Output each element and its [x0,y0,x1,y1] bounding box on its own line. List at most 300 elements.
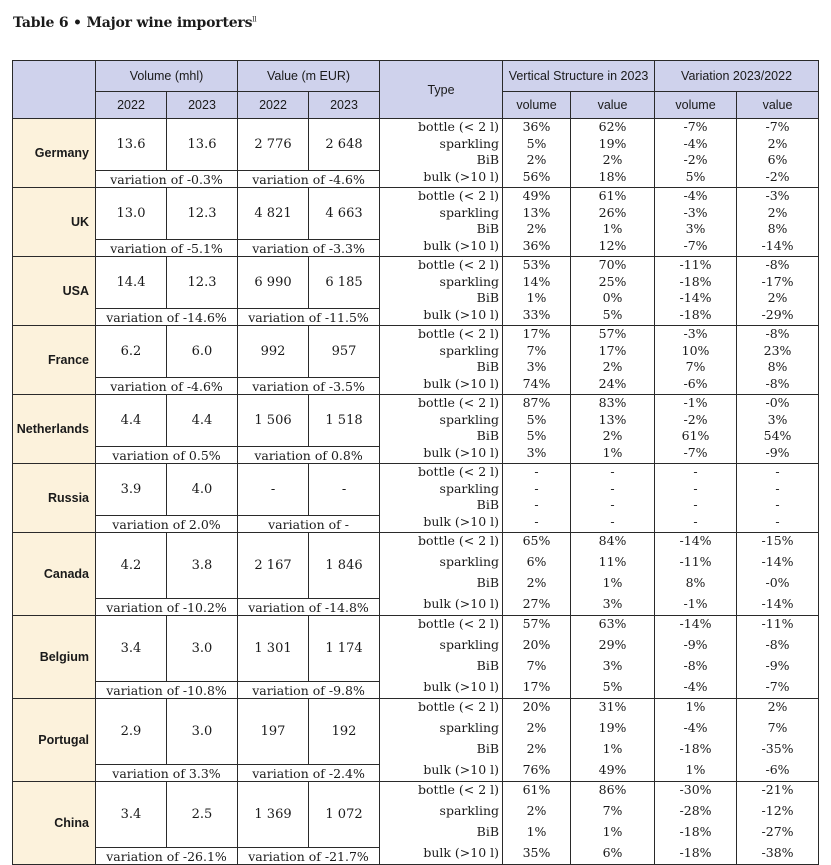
country-name: Germany [13,119,96,188]
type-list [380,188,503,257]
cell-value: BiB [476,824,500,840]
cell-value: 3% [526,444,547,460]
cell-value: -6% [765,762,790,778]
vs-value-list [571,257,655,326]
table-row [13,326,819,378]
header-volume-2023: 2023 [167,92,238,119]
volume-2023: 3.0 [167,699,238,765]
cell-value: BiB [476,658,500,674]
cell-value: -18% [679,306,712,322]
header-volume: Volume (mhl) [96,61,238,92]
cell-value: -14% [679,533,712,548]
volume-2022: 3.4 [96,782,167,848]
cell-value: -35% [761,741,794,757]
cell-value: 61% [598,188,627,203]
volume-2023: 12.3 [167,257,238,309]
value-2023: 1 174 [309,616,380,682]
cell-value: 7% [526,658,547,674]
cell-value: 13% [598,411,627,427]
cell-value: 17% [522,326,551,341]
cell-value: 2% [526,803,547,819]
cell-value: -4% [683,720,708,736]
cell-value: -3% [683,204,708,220]
var-volume-list [655,464,737,533]
cell-value: 18% [598,168,627,184]
value-2022: 1 369 [238,782,309,848]
header-value-2022: 2022 [238,92,309,119]
value-2022: 197 [238,699,309,765]
cell-value: 8% [685,575,706,591]
value-2023: 192 [309,699,380,765]
header-var-volume: volume [655,92,737,119]
cell-value: -7% [765,119,790,134]
country-name: Canada [13,533,96,616]
var-volume-list [655,533,737,616]
volume-2023: 3.8 [167,533,238,599]
volume-2023: 4.0 [167,464,238,516]
cell-value: 33% [522,306,551,322]
cell-value: -11% [679,257,712,272]
table-row [13,616,819,682]
cell-value: 5% [685,168,706,184]
value-2023: 957 [309,326,380,378]
header-country [13,61,96,119]
cell-value: - [693,480,698,496]
var-volume-list [655,119,737,188]
country-name: Russia [13,464,96,533]
cell-value: bottle (< 2 l) [417,326,500,341]
value-variation: variation of -3.5% [238,378,380,395]
cell-value: -28% [679,803,712,819]
type-list [380,533,503,616]
cell-value: - [534,513,539,529]
vs-value-list [571,699,655,782]
cell-value: 2% [526,221,547,236]
cell-value: 2% [526,720,547,736]
cell-value: -38% [761,845,794,861]
cell-value: 1% [602,221,623,236]
cell-value: -14% [761,596,794,612]
table-row [13,533,819,599]
cell-value: -14% [761,237,794,253]
volume-2023: 2.5 [167,782,238,848]
cell-value: 5% [526,411,547,427]
cell-value: 3% [526,359,547,374]
vs-volume-list [503,464,571,533]
volume-variation: variation of 2.0% [96,516,238,533]
vs-volume-list [503,119,571,188]
cell-value: 61% [522,782,551,797]
vs-value-list [571,782,655,865]
value-2023: 1 846 [309,533,380,599]
volume-2022: 13.0 [96,188,167,240]
cell-value: 10% [681,342,710,358]
type-list [380,699,503,782]
country-name: France [13,326,96,395]
value-2023: 1 072 [309,782,380,848]
volume-2022: 13.6 [96,119,167,171]
cell-value: -7% [683,119,708,134]
cell-value: -8% [765,375,790,391]
cell-value: - [610,497,615,512]
vs-value-list [571,533,655,616]
cell-value: - [534,480,539,496]
cell-value: - [610,480,615,496]
cell-value: -3% [765,188,790,203]
vs-value-list [571,395,655,464]
cell-value: BiB [476,152,500,167]
value-2023: 6 185 [309,257,380,309]
volume-2022: 2.9 [96,699,167,765]
cell-value: -3% [683,326,708,341]
cell-value: -4% [683,188,708,203]
cell-value: -18% [679,824,712,840]
cell-value: -0% [765,575,790,591]
volume-variation: variation of -10.8% [96,682,238,699]
vs-volume-list [503,782,571,865]
cell-value: 14% [522,273,551,289]
cell-value: 2% [602,152,623,167]
cell-value: 56% [522,168,551,184]
var-value-list [737,782,819,865]
cell-value: BiB [476,359,500,374]
cell-value: 1% [602,575,623,591]
country-name: China [13,782,96,865]
cell-value: 26% [598,204,627,220]
type-list [380,395,503,464]
cell-value: -11% [761,616,794,631]
vs-volume-list [503,257,571,326]
value-2023: - [309,464,380,516]
country-name: USA [13,257,96,326]
cell-value: 36% [522,119,551,134]
cell-value: 62% [598,119,627,134]
var-value-list [737,257,819,326]
cell-value: BiB [476,741,500,757]
cell-value: -9% [765,444,790,460]
cell-value: 2% [526,741,547,757]
cell-value: 12% [598,237,627,253]
cell-value: 27% [522,596,551,612]
cell-value: 5% [526,428,547,443]
cell-value: -1% [683,395,708,410]
cell-value: -8% [765,257,790,272]
var-volume-list [655,326,737,395]
cell-value: - [693,497,698,512]
volume-variation: variation of -4.6% [96,378,238,395]
volume-2023: 6.0 [167,326,238,378]
vs-value-list [571,326,655,395]
cell-value: bottle (< 2 l) [417,616,500,631]
cell-value: 2% [526,152,547,167]
cell-value: -21% [761,782,794,797]
cell-value: 87% [522,395,551,410]
table-row [13,119,819,171]
cell-value: bulk (>10 l) [423,375,500,391]
vs-volume-list [503,188,571,257]
cell-value: -18% [679,273,712,289]
cell-value: 3% [602,658,623,674]
cell-value: bottle (< 2 l) [417,464,500,479]
cell-value: 36% [522,237,551,253]
cell-value: -9% [683,637,708,653]
cell-value: -2% [683,152,708,167]
cell-value: -18% [679,845,712,861]
var-value-list [737,119,819,188]
type-list [380,616,503,699]
cell-value: -2% [765,168,790,184]
cell-value: - [534,497,539,512]
cell-value: bottle (< 2 l) [417,699,500,714]
header-var-value: value [737,92,819,119]
cell-value: BiB [476,290,500,305]
cell-value: sparkling [439,411,500,427]
var-volume-list [655,616,737,699]
cell-value: bottle (< 2 l) [417,188,500,203]
type-list [380,326,503,395]
cell-value: bulk (>10 l) [423,237,500,253]
cell-value: -12% [761,803,794,819]
cell-value: -14% [761,554,794,570]
cell-value: - [534,464,539,479]
cell-value: 2% [602,428,623,443]
cell-value: 5% [602,679,623,695]
cell-value: 5% [602,306,623,322]
cell-value: 29% [598,637,627,653]
var-value-list [737,326,819,395]
cell-value: -7% [683,237,708,253]
var-value-list [737,464,819,533]
cell-value: BiB [476,221,500,236]
cell-value: 57% [598,326,627,341]
cell-value: -8% [765,326,790,341]
vs-value-list [571,119,655,188]
volume-variation: variation of -5.1% [96,240,238,257]
value-2022: 992 [238,326,309,378]
volume-2022: 3.9 [96,464,167,516]
cell-value: -7% [683,444,708,460]
cell-value: 84% [598,533,627,548]
cell-value: -11% [679,554,712,570]
header-variation: Variation 2023/2022 [655,61,819,92]
value-variation: variation of 0.8% [238,447,380,464]
cell-value: sparkling [439,480,500,496]
volume-2022: 3.4 [96,616,167,682]
cell-value: 65% [522,533,551,548]
var-volume-list [655,699,737,782]
volume-2022: 4.4 [96,395,167,447]
cell-value: -7% [765,679,790,695]
cell-value: bulk (>10 l) [423,306,500,322]
table-row [13,464,819,516]
cell-value: 25% [598,273,627,289]
cell-value: 19% [598,135,627,151]
value-2022: 2 776 [238,119,309,171]
table-title: Table 6 • Major wine importers$^{ll}$ [13,15,257,31]
cell-value: bulk (>10 l) [423,444,500,460]
cell-value: - [693,513,698,529]
value-variation: variation of -11.5% [238,309,380,326]
cell-value: sparkling [439,273,500,289]
volume-2022: 4.2 [96,533,167,599]
wine-importers-table [12,60,819,865]
value-2022: 1 301 [238,616,309,682]
vs-value-list [571,464,655,533]
cell-value: 6% [767,152,788,167]
cell-value: 19% [598,720,627,736]
cell-value: -15% [761,533,794,548]
volume-2023: 13.6 [167,119,238,171]
var-volume-list [655,782,737,865]
cell-value: -6% [683,375,708,391]
cell-value: -30% [679,782,712,797]
cell-value: - [775,480,780,496]
cell-value: 31% [598,699,627,714]
cell-value: 20% [522,637,551,653]
cell-value: 49% [522,188,551,203]
value-2023: 2 648 [309,119,380,171]
cell-value: 3% [767,411,788,427]
cell-value: 13% [522,204,551,220]
value-2023: 1 518 [309,395,380,447]
volume-2023: 3.0 [167,616,238,682]
cell-value: -1% [683,596,708,612]
cell-value: -17% [761,273,794,289]
cell-value: 1% [602,824,623,840]
cell-value: 7% [526,342,547,358]
cell-value: 2% [767,290,788,305]
cell-value: 35% [522,845,551,861]
cell-value: 5% [526,135,547,151]
value-variation: variation of -4.6% [238,171,380,188]
cell-value: 1% [602,741,623,757]
cell-value: sparkling [439,720,500,736]
var-value-list [737,188,819,257]
cell-value: - [610,464,615,479]
type-list [380,464,503,533]
var-volume-list [655,257,737,326]
cell-value: 1% [685,762,706,778]
value-2022: 2 167 [238,533,309,599]
volume-variation: variation of -0.3% [96,171,238,188]
cell-value: 53% [522,257,551,272]
cell-value: sparkling [439,342,500,358]
cell-value: 2% [767,204,788,220]
volume-2022: 6.2 [96,326,167,378]
cell-value: bottle (< 2 l) [417,119,500,134]
cell-value: 86% [598,782,627,797]
header-type: Type [380,61,503,119]
cell-value: 7% [602,803,623,819]
cell-value: bottle (< 2 l) [417,782,500,797]
cell-value: bulk (>10 l) [423,513,500,529]
cell-value: BiB [476,497,500,512]
type-list [380,119,503,188]
cell-value: -14% [679,290,712,305]
cell-value: -29% [761,306,794,322]
cell-value: sparkling [439,637,500,653]
cell-value: -8% [765,637,790,653]
cell-value: 17% [522,679,551,695]
cell-value: 7% [685,359,706,374]
value-2022: 1 506 [238,395,309,447]
cell-value: 2% [767,699,788,714]
cell-value: 8% [767,359,788,374]
cell-value: 1% [526,824,547,840]
value-variation: variation of -14.8% [238,599,380,616]
value-variation: variation of -9.8% [238,682,380,699]
cell-value: bulk (>10 l) [423,679,500,695]
value-2022: - [238,464,309,516]
cell-value: sparkling [439,554,500,570]
cell-value: 3% [602,596,623,612]
vs-volume-list [503,533,571,616]
volume-variation: variation of 3.3% [96,765,238,782]
cell-value: 2% [526,575,547,591]
value-2022: 6 990 [238,257,309,309]
country-name: UK [13,188,96,257]
cell-value: -4% [683,679,708,695]
cell-value: 23% [763,342,792,358]
cell-value: 6% [602,845,623,861]
var-value-list [737,699,819,782]
vs-volume-list [503,699,571,782]
cell-value: 74% [522,375,551,391]
country-name: Netherlands [13,395,96,464]
cell-value: - [775,464,780,479]
cell-value: -8% [683,658,708,674]
cell-value: -2% [683,411,708,427]
var-volume-list [655,188,737,257]
vs-volume-list [503,326,571,395]
cell-value: - [693,464,698,479]
cell-value: BiB [476,428,500,443]
value-2022: 4 821 [238,188,309,240]
cell-value: sparkling [439,135,500,151]
vs-volume-list [503,395,571,464]
volume-variation: variation of -10.2% [96,599,238,616]
cell-value: 3% [685,221,706,236]
header-vs-volume: volume [503,92,571,119]
volume-variation: variation of -14.6% [96,309,238,326]
cell-value: bulk (>10 l) [423,845,500,861]
cell-value: -14% [679,616,712,631]
cell-value: BiB [476,575,500,591]
cell-value: bulk (>10 l) [423,596,500,612]
cell-value: -27% [761,824,794,840]
vs-volume-list [503,616,571,699]
cell-value: -18% [679,741,712,757]
type-list [380,257,503,326]
cell-value: -9% [765,658,790,674]
cell-value: 54% [763,428,792,443]
cell-value: - [775,513,780,529]
table-row [13,257,819,309]
country-name: Portugal [13,699,96,782]
volume-variation: variation of 0.5% [96,447,238,464]
value-variation: variation of -21.7% [238,848,380,865]
cell-value: bottle (< 2 l) [417,533,500,548]
cell-value: 8% [767,221,788,236]
header-volume-2022: 2022 [96,92,167,119]
title-footnote: ll [252,15,257,24]
cell-value: 1% [685,699,706,714]
cell-value: sparkling [439,803,500,819]
value-variation: variation of -3.3% [238,240,380,257]
cell-value: bottle (< 2 l) [417,395,500,410]
volume-2023: 4.4 [167,395,238,447]
cell-value: - [775,497,780,512]
